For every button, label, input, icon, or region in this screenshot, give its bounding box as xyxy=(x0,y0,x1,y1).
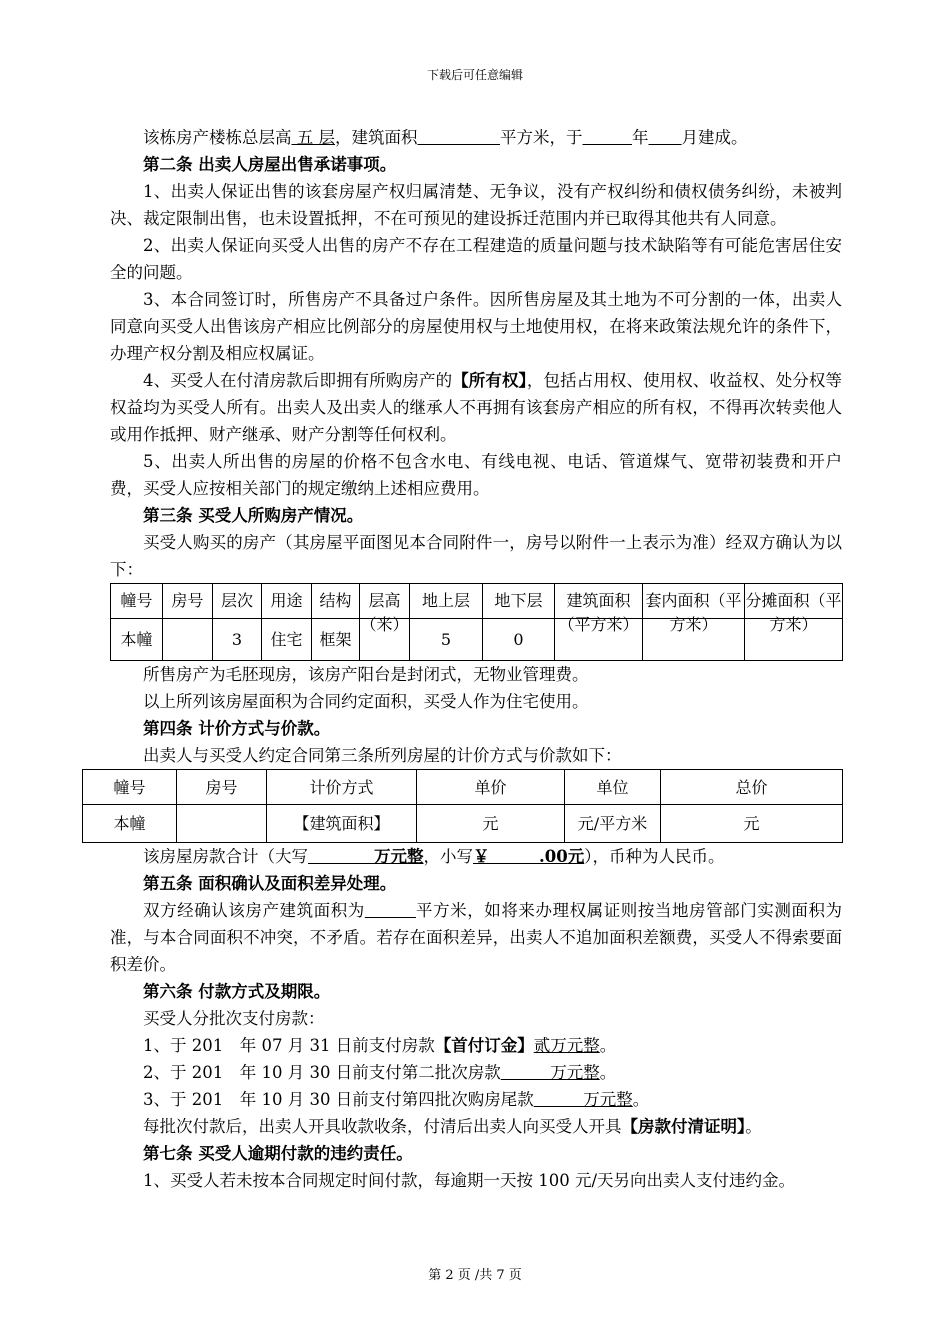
table-cell: 元 xyxy=(661,805,843,843)
table-header-cell: 幢号 xyxy=(83,770,177,805)
table-header-cell: 层高（米） xyxy=(360,584,410,619)
table-row xyxy=(111,619,843,661)
text: ），币种为人民币。 xyxy=(584,847,725,866)
currency-unit: 元 xyxy=(567,847,585,866)
total-uppercase-unit: 万元整 xyxy=(374,847,424,866)
table-header-row xyxy=(111,584,843,619)
article-4-intro: 出卖人与买受人约定合同第三条所列房屋的计价方式与价款如下： xyxy=(143,746,622,765)
article-7-title: 第七条 买受人逾期付款的违约责任。 xyxy=(143,1144,413,1163)
table-cell: 0 xyxy=(483,619,555,661)
second-payment-amount: 万元整 xyxy=(500,1063,600,1082)
text: ，小写 xyxy=(423,847,473,866)
table-header-cell: 分摊面积（平方米） xyxy=(745,584,843,619)
text: 。 xyxy=(599,1063,617,1082)
total-uppercase-field xyxy=(308,847,424,866)
text: 3、于 201 年 10 月 30 日前支付第四批次购房尾款 xyxy=(143,1090,534,1109)
price-total-line xyxy=(110,843,842,870)
table-header-cell: 套内面积（平方米） xyxy=(643,584,745,619)
table-cell: 元/平方米 xyxy=(565,805,661,843)
table-header-cell: 地下层 xyxy=(483,584,555,619)
article-2-item: 3、本合同签订时，所售房产不具备过户条件。因所售房屋及其土地为不可分割的一体，出卖人同意向买受人出售该房产相应比例部分的房屋使用权与土地使用权，在将来政策法规允许的条件下，办理产权分割及相应权属证。 xyxy=(110,290,842,363)
text: ，建筑面积 xyxy=(335,128,418,147)
table-cell: 本幢 xyxy=(83,805,177,843)
table-header-cell: 计价方式 xyxy=(267,770,417,805)
table-cell: 框架 xyxy=(312,619,360,661)
article-3-note: 所售房产为毛胚现房，该房产阳台是封闭式，无物业管理费。 xyxy=(143,665,589,684)
table-header-cell: 总价 xyxy=(661,770,843,805)
article-3-note: 以上所列该房屋面积为合同约定面积，买受人作为住宅使用。 xyxy=(143,692,589,711)
table-cell xyxy=(177,805,267,843)
table-cell: 3 xyxy=(213,619,262,661)
text: 年 xyxy=(632,128,649,147)
article-6-intro: 买受人分批次支付房款： xyxy=(143,1009,325,1028)
table-header-cell: 房号 xyxy=(177,770,267,805)
text: 平方米，于 xyxy=(500,128,583,147)
table-header-cell: 层次 xyxy=(213,584,262,619)
text: 双方经确认该房产建筑面积为 xyxy=(143,901,365,920)
deposit-term: 【首付订金】 xyxy=(434,1036,534,1055)
text: 该房屋房款合计（大写 xyxy=(143,847,308,866)
year-blank xyxy=(583,128,633,147)
article-7-item: 1、买受人若未按本合同规定时间付款，每逾期一天按 100 元/天另向出卖人支付违约金。 xyxy=(143,1171,796,1190)
floors-field: 五 层 xyxy=(291,128,335,147)
deposit-amount: 贰万元整 xyxy=(533,1036,600,1055)
payment-certificate-term: 【房款付清证明】 xyxy=(621,1117,746,1136)
total-numeric-field: ￥ .00 xyxy=(473,847,568,866)
table-header-cell: 建筑面积（平方米） xyxy=(555,584,643,619)
payment-item xyxy=(110,1032,842,1059)
article-2-item xyxy=(110,367,842,448)
table-row xyxy=(83,805,843,843)
article-5-text xyxy=(110,897,842,978)
text: 。 xyxy=(632,1090,650,1109)
article-2-item: 2、出卖人保证向买受人出售的房产不存在工程建造的质量问题与技术缺陷等有可能危害居住安全的问题。 xyxy=(110,236,842,282)
area-blank xyxy=(365,901,416,920)
final-payment-amount: 万元整 xyxy=(533,1090,633,1109)
table-header-cell: 结构 xyxy=(312,584,360,619)
text: 每批次付款后，出卖人开具收款收条，付清后出卖人向买受人开具 xyxy=(143,1117,622,1136)
article-4-title: 第四条 计价方式与价款。 xyxy=(143,719,331,738)
payment-item xyxy=(110,1059,842,1086)
table-cell: 5 xyxy=(410,619,483,661)
table-header-cell: 幢号 xyxy=(111,584,163,619)
text: 。 xyxy=(599,1036,617,1055)
table-cell: 元 xyxy=(417,805,565,843)
article-3-intro: 买受人购买的房产（其房屋平面图见本合同附件一，房号以附件一上表示为准）经双方确认为以下： xyxy=(110,533,842,579)
text: 。 xyxy=(745,1117,762,1136)
table-cell: 【建筑面积】 xyxy=(267,805,417,843)
text: ，包括占用权、使用权、收益权、处分权等权益均为买受人所有。出卖人及出卖人的继承人不再拥有该套房产相应的所有权，不得再次转卖他人或用作抵押、财产继承、财产分割等任何权利。 xyxy=(110,371,843,444)
text: 4、买受人在付清房款后即拥有所购房产的 xyxy=(143,371,453,390)
text: 2、于 201 年 10 月 30 日前支付第二批次房款 xyxy=(143,1063,501,1082)
price-table xyxy=(82,769,843,843)
page-header: 下载后可任意编辑 xyxy=(426,68,523,82)
month-blank xyxy=(649,128,682,147)
article-2-item: 5、出卖人所出售的房屋的价格不包含水电、有线电视、电话、管道煤气、宽带初装费和开户费，买受人应按相关部门的规定缴纳上述相应费用。 xyxy=(110,452,842,498)
table-header-cell: 地上层 xyxy=(410,584,483,619)
table-header-row xyxy=(83,770,843,805)
article-2-item: 1、出卖人保证出售的该套房屋产权归属清楚、无争议，没有产权纠纷和债权债务纠纷，未被判决、裁定限制出售，也未设置抵押，不在可预见的建设拆迁范围内并已取得其他共有人同意。 xyxy=(110,182,842,228)
page-footer: 第 2 页 /共 7 页 xyxy=(428,1268,522,1283)
table-header-cell: 用途 xyxy=(262,584,312,619)
text: 1、于 201 年 07 月 31 日前支付房款 xyxy=(143,1036,435,1055)
property-table xyxy=(110,583,843,661)
table-header-cell: 单价 xyxy=(417,770,565,805)
text: 月建成。 xyxy=(681,128,748,147)
table-cell: 本幢 xyxy=(111,619,163,661)
text: 该栋房产楼栋总层高 xyxy=(143,128,292,147)
article-3-title: 第三条 买受人所购房产情况。 xyxy=(143,506,364,525)
text: 平方米，如将来办理权属证则按当地房管部门实测面积为准，与本合同面积不冲突，不矛盾。若存在面积差异，出卖人不追加面积差额费，买受人不得索要面积差价。 xyxy=(110,901,842,974)
table-header-cell: 单位 xyxy=(565,770,661,805)
building-info-line xyxy=(110,124,842,151)
table-cell xyxy=(163,619,213,661)
ownership-term: 【所有权】 xyxy=(452,371,527,390)
article-5-title: 第五条 面积确认及面积差异处理。 xyxy=(143,874,397,893)
table-cell: 住宅 xyxy=(262,619,312,661)
article-6-after xyxy=(110,1113,842,1140)
article-6-title: 第六条 付款方式及期限。 xyxy=(143,982,331,1001)
table-header-cell: 房号 xyxy=(163,584,213,619)
area-blank xyxy=(418,128,501,147)
total-uppercase-blank xyxy=(308,847,374,866)
article-2-title: 第二条 出卖人房屋出售承诺事项。 xyxy=(143,155,397,174)
payment-item xyxy=(110,1086,842,1113)
document-body xyxy=(110,124,842,1194)
